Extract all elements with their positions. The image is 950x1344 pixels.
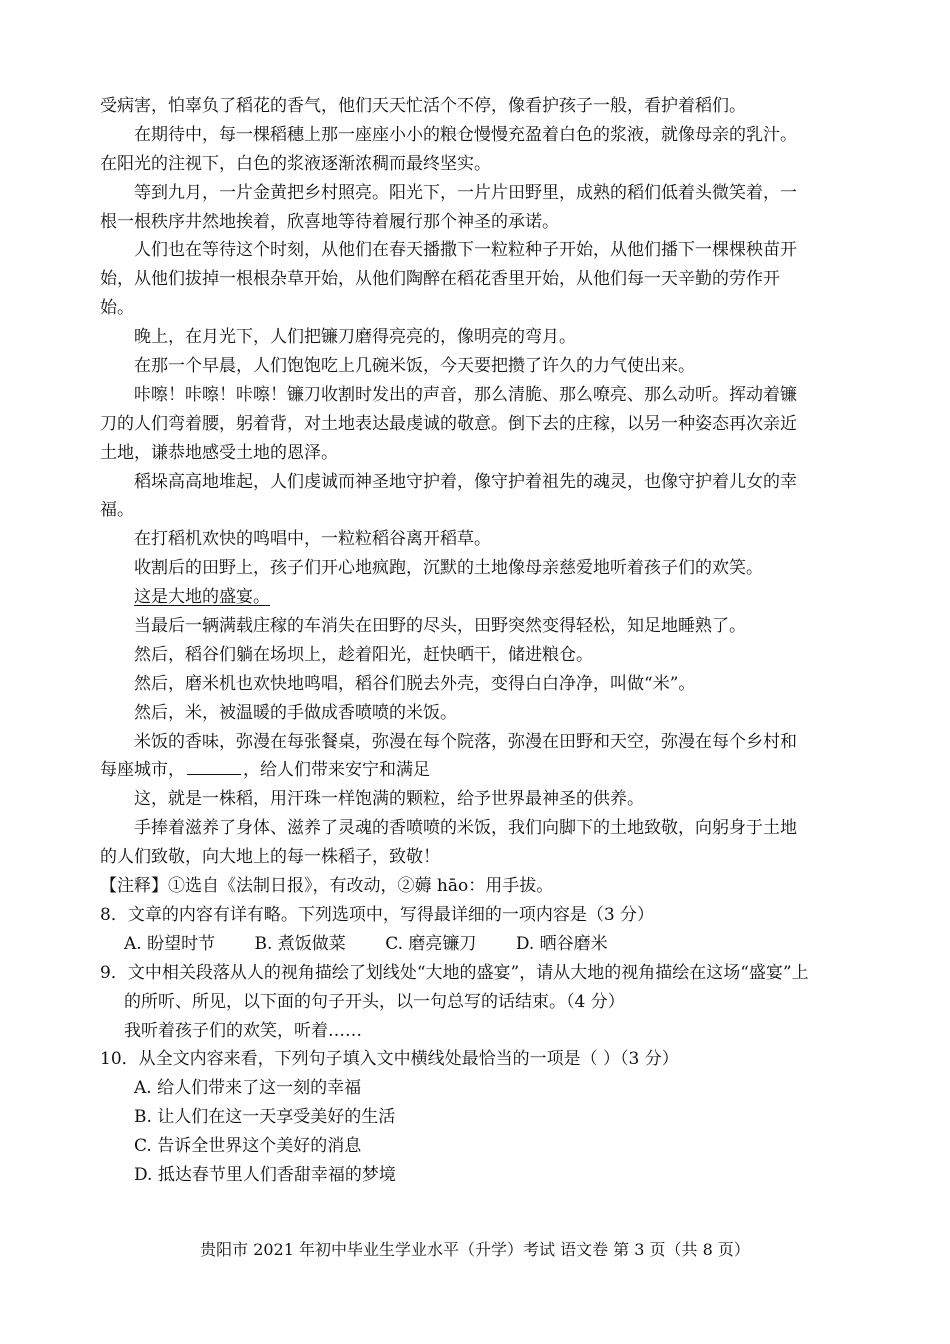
question-10-option-c: C. 告诉全世界这个美好的消息	[134, 1136, 362, 1157]
passage-line: 米饭的香味，弥漫在每张餐桌，弥漫在每个院落，弥漫在田野和天空，弥漫在每个乡村和	[134, 731, 797, 752]
passage-line: 咔嚓！咔嚓！咔嚓！镰刀收割时发出的声音，那么清脆、那么嘹亮、那么动听。挥动着镰	[134, 384, 797, 405]
passage-line: 在打稻机欢快的鸣唱中，一粒粒稻谷离开稻草。	[134, 529, 491, 550]
passage-line: 人们也在等待这个时刻，从他们在春天播撒下一粒粒种子开始，从他们播下一棵棵秧苗开	[134, 240, 797, 261]
passage-text: ，给人们带来安宁和满足	[243, 760, 430, 781]
passage-line: 然后，稻谷们躺在场坝上，趁着阳光，赶快晒干，储进粮仓。	[134, 644, 593, 665]
passage-line: 受病害，怕辜负了稻花的香气，他们天天忙活个不停，像看护孩子一般，看护着稻们。	[100, 96, 746, 116]
question-9-stem-continued: 的所听、所见，以下面的句子开头，以一句总写的话结束。（4 分）	[124, 991, 625, 1012]
passage-line	[100, 583, 855, 612]
page-content	[100, 92, 855, 1190]
passage-line: 手捧着滋养了身体、滋养了灵魂的香喷喷的米饭，我们向脚下的土地致敬，向躬身于土地	[134, 818, 797, 839]
passage-line: 刀的人们弯着腰，躬着背，对土地表达最虔诚的敬意。倒下去的庄稼，以另一种姿态再次亲近	[100, 413, 797, 434]
question-10-option-a: A. 给人们带来了这一刻的幸福	[134, 1078, 362, 1099]
passage-line: 根一根秩序井然地挨着，欣喜地等待着履行那个神圣的承诺。	[100, 211, 559, 232]
passage-line	[100, 756, 855, 785]
passage-line: 福。	[100, 500, 134, 521]
option-c: C. 磨亮镰刀	[385, 933, 477, 954]
passage-line: 始，从他们拔掉一根根杂草开始，从他们陶醉在稻花香里开始，从他们每一天辛勤的劳作开	[100, 269, 780, 290]
passage-line: 这，就是一株稻，用汗珠一样饱满的颗粒，给予世界最神圣的供养。	[134, 789, 644, 810]
passage-line: 收割后的田野上，孩子们开心地疯跑，沉默的土地像母亲慈爱地听着孩子们的欢笑。	[134, 558, 763, 579]
fill-in-blank	[187, 756, 241, 775]
passage-line: 当最后一辆满载庄稼的车消失在田野的尽头，田野突然变得轻松，知足地睡熟了。	[134, 616, 746, 637]
passage-line: 然后，米，被温暖的手做成香喷喷的米饭。	[134, 702, 457, 723]
option-a: A. 盼望时节	[124, 933, 216, 954]
passage-line: 在期待中，每一棵稻穗上那一座座小小的粮仓慢慢充盈着白色的浆液，就像母亲的乳汁。	[134, 124, 797, 145]
question-10-option-d: D. 抵达春节里人们香甜幸福的梦境	[134, 1164, 396, 1185]
question-8-stem: 8．文章的内容有详有略。下列选项中，写得最详细的一项内容是（3 分）	[100, 904, 655, 925]
passage-line: 稻垛高高地堆起，人们虔诚而神圣地守护着，像守护着祖先的魂灵，也像守护着儿女的幸	[134, 471, 797, 492]
option-b: B. 煮饭做菜	[254, 933, 346, 954]
passage-line: 然后，磨米机也欢快地鸣唱，稻谷们脱去外壳，变得白白净净，叫做“米”。	[134, 673, 696, 694]
passage-text: 每座城市，	[100, 760, 185, 781]
passage-line: 等到九月，一片金黄把乡村照亮。阳光下，一片片田野里，成熟的稻们低着头微笑着，一	[134, 182, 797, 203]
option-d: D. 晒谷磨米	[515, 933, 608, 954]
page-footer: 贵阳市 2021 年初中毕业生学业水平（升学）考试 语文卷 第 3 页（共 8 页）	[200, 1240, 750, 1259]
underlined-phrase: 这是大地的盛宴。	[134, 587, 270, 608]
passage-line: 在那一个早晨，人们饱饱吃上几碗米饭，今天要把攒了许久的力气使出来。	[134, 356, 695, 377]
question-9-prompt: 我听着孩子们的欢笑，听着……	[124, 1020, 362, 1041]
question-10-stem: 10．从全文内容来看，下列句子填入文中横线处最恰当的一项是（ ）（3 分）	[100, 1049, 679, 1070]
passage-line: 土地，谦恭地感受土地的恩泽。	[100, 442, 338, 463]
question-10-option-b: B. 让人们在这一天享受美好的生活	[134, 1107, 396, 1128]
passage-line: 晚上，在月光下，人们把镰刀磨得亮亮的，像明亮的弯月。	[134, 327, 576, 348]
annotation-note: 【注释】①选自《法制日报》，有改动，②薅 hāo：用手拔。	[100, 876, 554, 897]
question-9-stem: 9．文中相关段落从人的视角描绘了划线处“大地的盛宴”，请从大地的视角描绘在这场“盛宴”上	[100, 962, 809, 983]
passage-line: 在阳光的注视下，白色的浆液逐渐浓稠而最终坚实。	[100, 153, 491, 174]
passage-line: 始。	[100, 298, 134, 319]
passage-line: 的人们致敬，向大地上的每一株稻子，致敬！	[100, 847, 440, 868]
question-8-options	[100, 930, 855, 959]
